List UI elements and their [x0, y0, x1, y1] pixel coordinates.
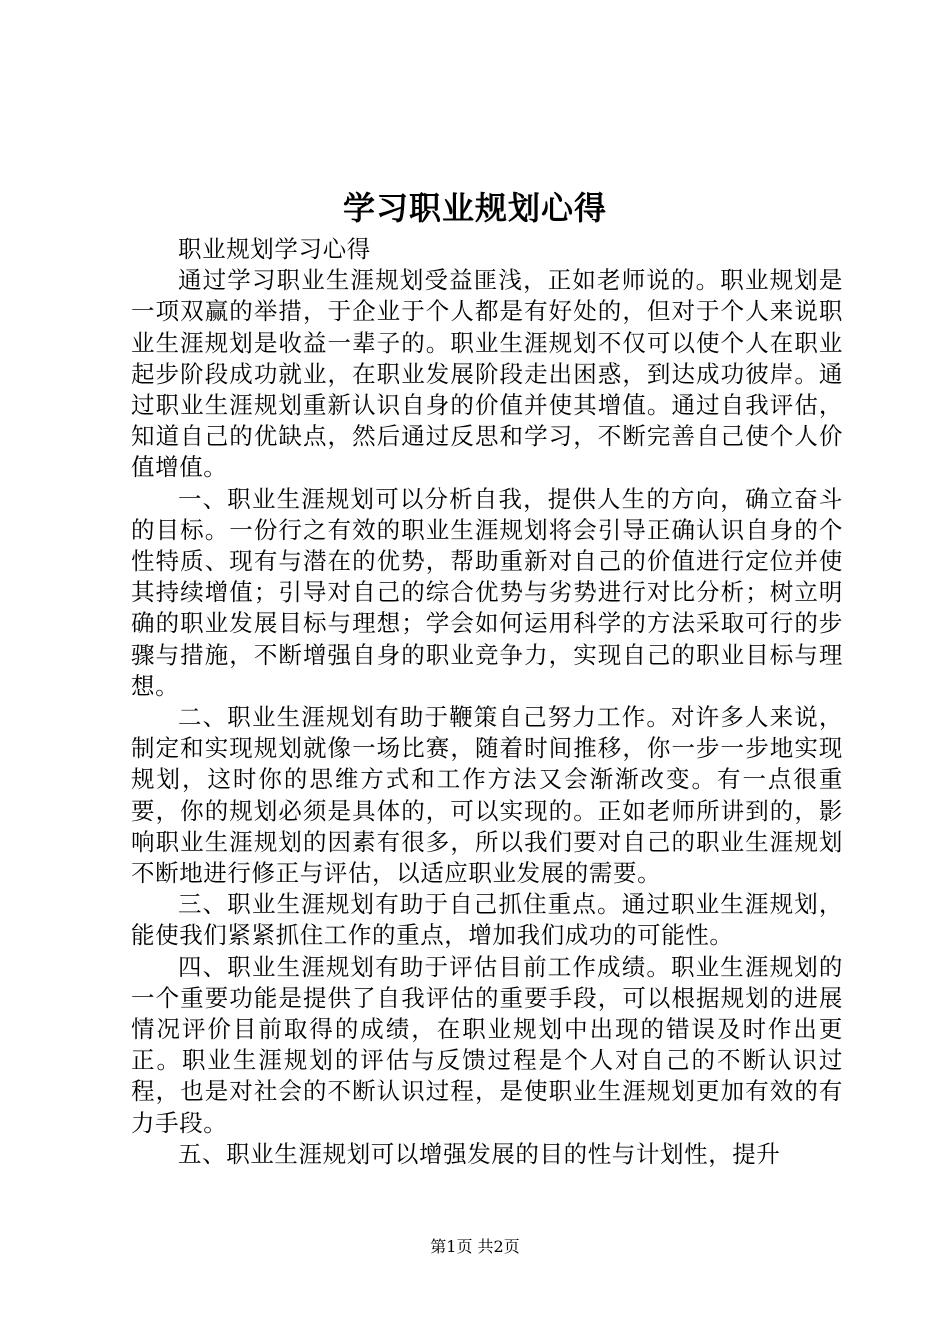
- page-number: 第1页: [430, 1237, 473, 1256]
- body-paragraph: 通过学习职业生涯规划受益匪浅，正如老师说的。职业规划是一项双赢的举措，于企业于个人都是有好处的，但对于个人来说职业生涯规划是收益一辈子的。职业生涯规划不仅可以使个人在职业起步阶段成功就业，在职业发展阶段走出困惑，到达成功彼岸。通过职业生涯规划重新认识自身的价值并使其增值。通过自我评估，知道自己的优缺点，然后通过反思和学习，不断完善自己使个人价值增值。: [131, 266, 843, 482]
- page-total: 共2页: [477, 1237, 520, 1256]
- subtitle-paragraph: 职业规划学习心得: [178, 235, 371, 263]
- body-paragraph: 五、职业生涯规划可以增强发展的目的性与计划性，提升: [178, 1139, 781, 1168]
- document-title: 学习职业规划心得: [342, 189, 607, 227]
- body-paragraph: 二、职业生涯规划有助于鞭策自己努力工作。对许多人来说，制定和实现规划就像一场比赛，随着时间推移，你一步一步地实现规划，这时你的思维方式和工作方法又会渐渐改变。有一点很重要，你的规划必须是具体的，可以实现的。正如老师所讲到的，影响职业生涯规划的因素有很多，所以我们要对自己的职业生涯规划不断地进行修正与评估，以适应职业发展的需要。: [131, 703, 843, 888]
- body-paragraph: 三、职业生涯规划有助于自己抓住重点。通过职业生涯规划，能使我们紧紧抓住工作的重点，增加我们成功的可能性。: [131, 890, 843, 950]
- body-paragraph: 四、职业生涯规划有助于评估目前工作成绩。职业生涯规划的一个重要功能是提供了自我评估的重要手段，可以根据规划的进展情况评价目前取得的成绩，在职业规划中出现的错误及时作出更正。职业生涯规划的评估与反馈过程是个人对自己的不断认识过程，也是对社会的不断认识过程，是使职业生涯规划更加有效的有力手段。: [131, 952, 843, 1137]
- document-body: [131, 234, 843, 1170]
- body-paragraph: 一、职业生涯规划可以分析自我，提供人生的方向，确立奋斗的目标。一份行之有效的职业生涯规划将会引导正确认识自身的个性特质、现有与潜在的优势，帮助重新对自己的价值进行定位并使其持续增值；引导对自己的综合优势与劣势进行对比分析；树立明确的职业发展目标与理想；学会如何运用科学的方法采取可行的步骤与措施，不断增强自身的职业竞争力，实现自己的职业目标与理想。: [131, 484, 843, 700]
- page-footer: [0, 1236, 950, 1258]
